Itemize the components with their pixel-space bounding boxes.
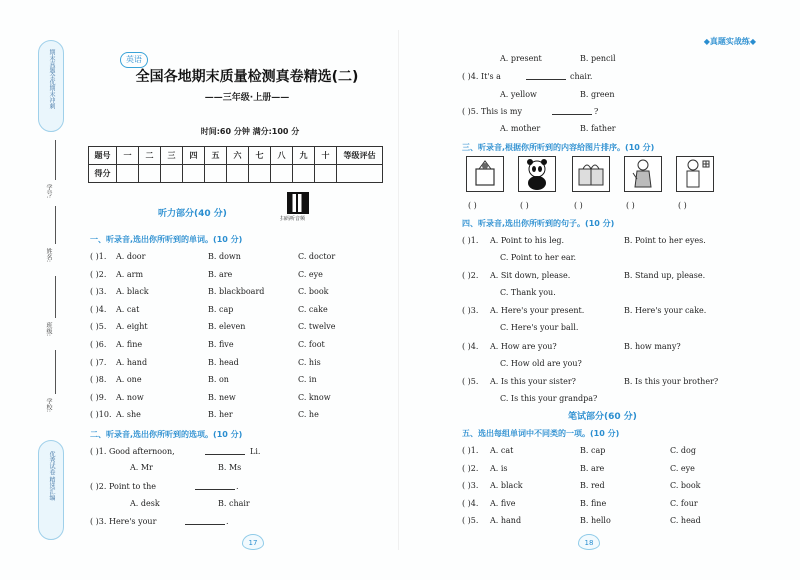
question-number: ( )9. — [90, 392, 107, 402]
option-c: C. his — [298, 357, 321, 367]
option-b: B. eleven — [208, 322, 246, 332]
option-b: B. head — [208, 357, 239, 367]
option-a: A. door — [116, 252, 146, 261]
option-a: A. desk — [130, 499, 160, 508]
picture-girl — [624, 156, 662, 192]
score-table-cell: 二 — [139, 147, 161, 165]
time-score-info: 时间:60 分钟 满分:100 分 — [200, 127, 300, 136]
question-stem: ( )1. Good afternoon, — [90, 447, 175, 456]
school-label: 学校: — [45, 398, 52, 413]
answer-blank[interactable] — [185, 517, 225, 525]
question-stem-end: . — [236, 482, 239, 491]
question-number: ( )1. — [90, 252, 107, 261]
option-a: A. Point to his leg. — [490, 236, 565, 245]
option-b: B. Is this your brother? — [624, 376, 719, 386]
question-number: ( )4. — [462, 498, 479, 508]
score-input-cell[interactable] — [183, 165, 205, 183]
option-b: B. pencil — [580, 54, 616, 63]
option-c: C. Thank you. — [500, 288, 556, 298]
option-a: A. now — [116, 392, 144, 402]
section-3-title: 三、听录音,根据你所听到的内容给图片排序。(10 分) — [462, 143, 655, 152]
option-a: A. arm — [116, 269, 144, 279]
option-b: B. Point to her eyes. — [624, 236, 706, 245]
score-table-cell: 六 — [227, 147, 249, 165]
page-divider — [398, 30, 399, 550]
option-a: A. How are you? — [490, 341, 557, 351]
option-b: B. how many? — [624, 341, 681, 351]
sidebar-field-line — [55, 206, 56, 244]
score-input-cell[interactable] — [249, 165, 271, 183]
option-a: A. black — [116, 287, 149, 297]
score-input-cell[interactable] — [139, 165, 161, 183]
sidebar-bottom-banner — [38, 440, 64, 540]
qr-caption: 扫码听音频 — [280, 216, 306, 222]
option-a: A. fine — [116, 340, 143, 349]
answer-blank[interactable] — [526, 72, 566, 80]
section-5-title: 五、选出每组单词中不同类的一项。(10 分) — [462, 429, 620, 438]
order-blank[interactable]: ( ) — [678, 201, 687, 210]
question-stem: ( )4. It's a — [462, 72, 501, 81]
option-c: C. How old are you? — [500, 358, 582, 368]
option-a: A. Here's your present. — [490, 306, 585, 316]
option-b: B. cap — [580, 446, 606, 455]
option-a: A. Sit down, please. — [490, 271, 571, 281]
option-c: C. Is this your grandpa? — [500, 393, 598, 403]
subject-badge: 英语 — [120, 52, 148, 68]
option-b: B. on — [208, 375, 229, 385]
question-stem: ( )2. Point to the — [90, 482, 156, 491]
option-c: C. Point to her ear. — [500, 253, 577, 262]
option-b: B. Here's your cake. — [624, 306, 707, 316]
option-b: B. blackboard — [208, 287, 265, 297]
picture-panda — [518, 156, 556, 192]
option-a: A. five — [490, 498, 516, 508]
option-b: B. five — [208, 340, 234, 349]
option-c: C. book — [298, 287, 329, 297]
score-input-cell[interactable] — [117, 165, 139, 183]
answer-blank[interactable] — [205, 447, 245, 455]
option-a: A. mother — [500, 124, 541, 133]
score-table-cell: 十 — [315, 147, 337, 165]
option-b: B. red — [580, 481, 605, 491]
option-b: B. are — [208, 269, 233, 279]
score-table-cell: 九 — [293, 147, 315, 165]
option-c: C. doctor — [298, 252, 336, 261]
question-stem: ( )5. This is my — [462, 107, 522, 116]
question-stem: ( )3. Here's your — [90, 517, 157, 526]
question-number: ( )1. — [462, 446, 479, 455]
question-stem-end: Li. — [250, 447, 261, 456]
option-c: C. head — [670, 516, 701, 526]
question-number: ( )3. — [462, 306, 479, 316]
option-b: B. father — [580, 124, 616, 133]
score-table-cell: 一 — [117, 147, 139, 165]
picture-gift-box — [466, 156, 504, 192]
score-table-cell: 题号 — [89, 147, 117, 165]
option-c: C. foot — [298, 340, 325, 349]
score-input-cell[interactable] — [315, 165, 337, 183]
option-a: A. is — [490, 463, 508, 473]
score-input-cell[interactable] — [205, 165, 227, 183]
option-b: B. Ms — [218, 463, 242, 472]
option-a: A. hand — [116, 357, 148, 367]
question-number: ( )5. — [462, 376, 479, 386]
option-a: A. Mr — [130, 463, 153, 472]
score-table-cell: 五 — [205, 147, 227, 165]
section-4-title: 四、听录音,选出你所听到的句子。(10 分) — [462, 219, 615, 228]
student-number-label: 学号: — [45, 184, 52, 199]
answer-blank[interactable] — [195, 482, 235, 490]
student-name-label: 姓名: — [45, 248, 52, 263]
written-part-title: 笔试部分(60 分) — [568, 412, 637, 422]
score-input-cell[interactable] — [161, 165, 183, 183]
option-b: B. cap — [208, 304, 234, 314]
score-table-cell: 七 — [249, 147, 271, 165]
score-input-cell[interactable] — [271, 165, 293, 183]
option-c: C. dog — [670, 446, 696, 455]
option-c: C. eye — [298, 269, 323, 279]
class-label: 班级: — [45, 322, 52, 337]
question-number: ( )5. — [462, 516, 479, 526]
question-number: ( )5. — [90, 322, 107, 332]
question-number: ( )2. — [90, 269, 107, 279]
order-blank[interactable]: ( ) — [574, 201, 583, 210]
question-number: ( )6. — [90, 340, 107, 349]
sidebar-top-banner — [38, 40, 64, 132]
option-b: B. are — [580, 463, 605, 473]
sidebar — [38, 40, 64, 540]
option-c: C. cake — [298, 304, 328, 314]
page-number-left: 17 — [242, 534, 264, 550]
option-c: C. know — [298, 392, 331, 402]
option-c: C. Here's your ball. — [500, 323, 579, 333]
option-b: B. Stand up, please. — [624, 271, 706, 281]
score-table-score-row — [89, 165, 383, 183]
section-2-title: 二、听录音,选出你所听到的选项。(10 分) — [90, 430, 243, 439]
option-a: A. hand — [490, 516, 522, 526]
option-c: C. he — [298, 410, 319, 420]
page-title: 全国各地期末质量检测真卷精选(二) — [135, 69, 359, 85]
option-b: B. her — [208, 410, 233, 420]
question-number: ( )2. — [462, 271, 479, 281]
question-number: ( )7. — [90, 357, 107, 367]
option-c: C. twelve — [298, 322, 336, 332]
option-a: A. Is this your sister? — [490, 376, 576, 386]
score-row-label: 得分 — [89, 165, 117, 183]
qr-code[interactable] — [287, 192, 309, 214]
question-stem-end: . — [226, 517, 229, 526]
option-b: B. chair — [218, 499, 250, 508]
listening-part-title: 听力部分(40 分) — [158, 209, 227, 219]
sidebar-field-line — [55, 350, 56, 394]
question-stem-end: chair. — [570, 72, 593, 81]
option-b: B. green — [580, 90, 615, 99]
question-number: ( )4. — [462, 341, 479, 351]
question-number: ( )10. — [90, 410, 112, 420]
sidebar-bottom-text: 优秀试卷 精选汇编 — [48, 451, 55, 501]
order-blank[interactable]: ( ) — [468, 201, 477, 210]
option-a: A. yellow — [500, 90, 537, 99]
grade-label: ——三年级·上册—— — [204, 93, 290, 103]
sidebar-field-line — [55, 140, 56, 180]
section-1-title: 一、听录音,选出你所听到的单词。(10 分) — [90, 235, 243, 244]
option-b: B. hello — [580, 516, 611, 526]
score-table — [88, 146, 383, 183]
score-table-cell: 八 — [271, 147, 293, 165]
series-label: ◆真题实战练◆ — [703, 37, 756, 46]
order-blank[interactable]: ( ) — [626, 201, 635, 210]
score-input-cell[interactable] — [227, 165, 249, 183]
question-number: ( )3. — [90, 287, 107, 297]
option-a: A. she — [116, 410, 141, 420]
option-a: A. cat — [490, 446, 514, 455]
score-input-cell[interactable] — [293, 165, 315, 183]
score-table-cell: 等级评估 — [337, 147, 383, 165]
answer-blank[interactable] — [552, 107, 592, 115]
option-c: C. in — [298, 375, 317, 385]
option-a: A. black — [490, 481, 523, 491]
picture-present — [572, 156, 610, 192]
option-b: B. down — [208, 252, 241, 261]
option-a: A. cat — [116, 304, 140, 314]
sidebar-top-text: 期末真题全优期末冲刺 — [48, 49, 55, 109]
option-c: C. four — [670, 498, 698, 508]
sidebar-field-line — [55, 276, 56, 318]
option-a: A. one — [116, 375, 142, 385]
option-a: A. present — [500, 54, 542, 63]
option-b: B. new — [208, 392, 236, 402]
question-number: ( )4. — [90, 304, 107, 314]
question-stem-end: ? — [594, 107, 599, 116]
score-input-cell[interactable] — [337, 165, 383, 183]
score-table-cell: 三 — [161, 147, 183, 165]
question-number: ( )3. — [462, 481, 479, 491]
option-a: A. eight — [116, 322, 148, 332]
score-table-header-row — [89, 147, 383, 165]
score-table-cell: 四 — [183, 147, 205, 165]
question-number: ( )8. — [90, 375, 107, 385]
order-blank[interactable]: ( ) — [520, 201, 529, 210]
question-number: ( )1. — [462, 236, 479, 245]
picture-doctor — [676, 156, 714, 192]
question-number: ( )2. — [462, 463, 479, 473]
page-number-right: 18 — [578, 534, 600, 550]
option-c: C. eye — [670, 463, 695, 473]
option-c: C. book — [670, 481, 701, 491]
option-b: B. fine — [580, 498, 607, 508]
